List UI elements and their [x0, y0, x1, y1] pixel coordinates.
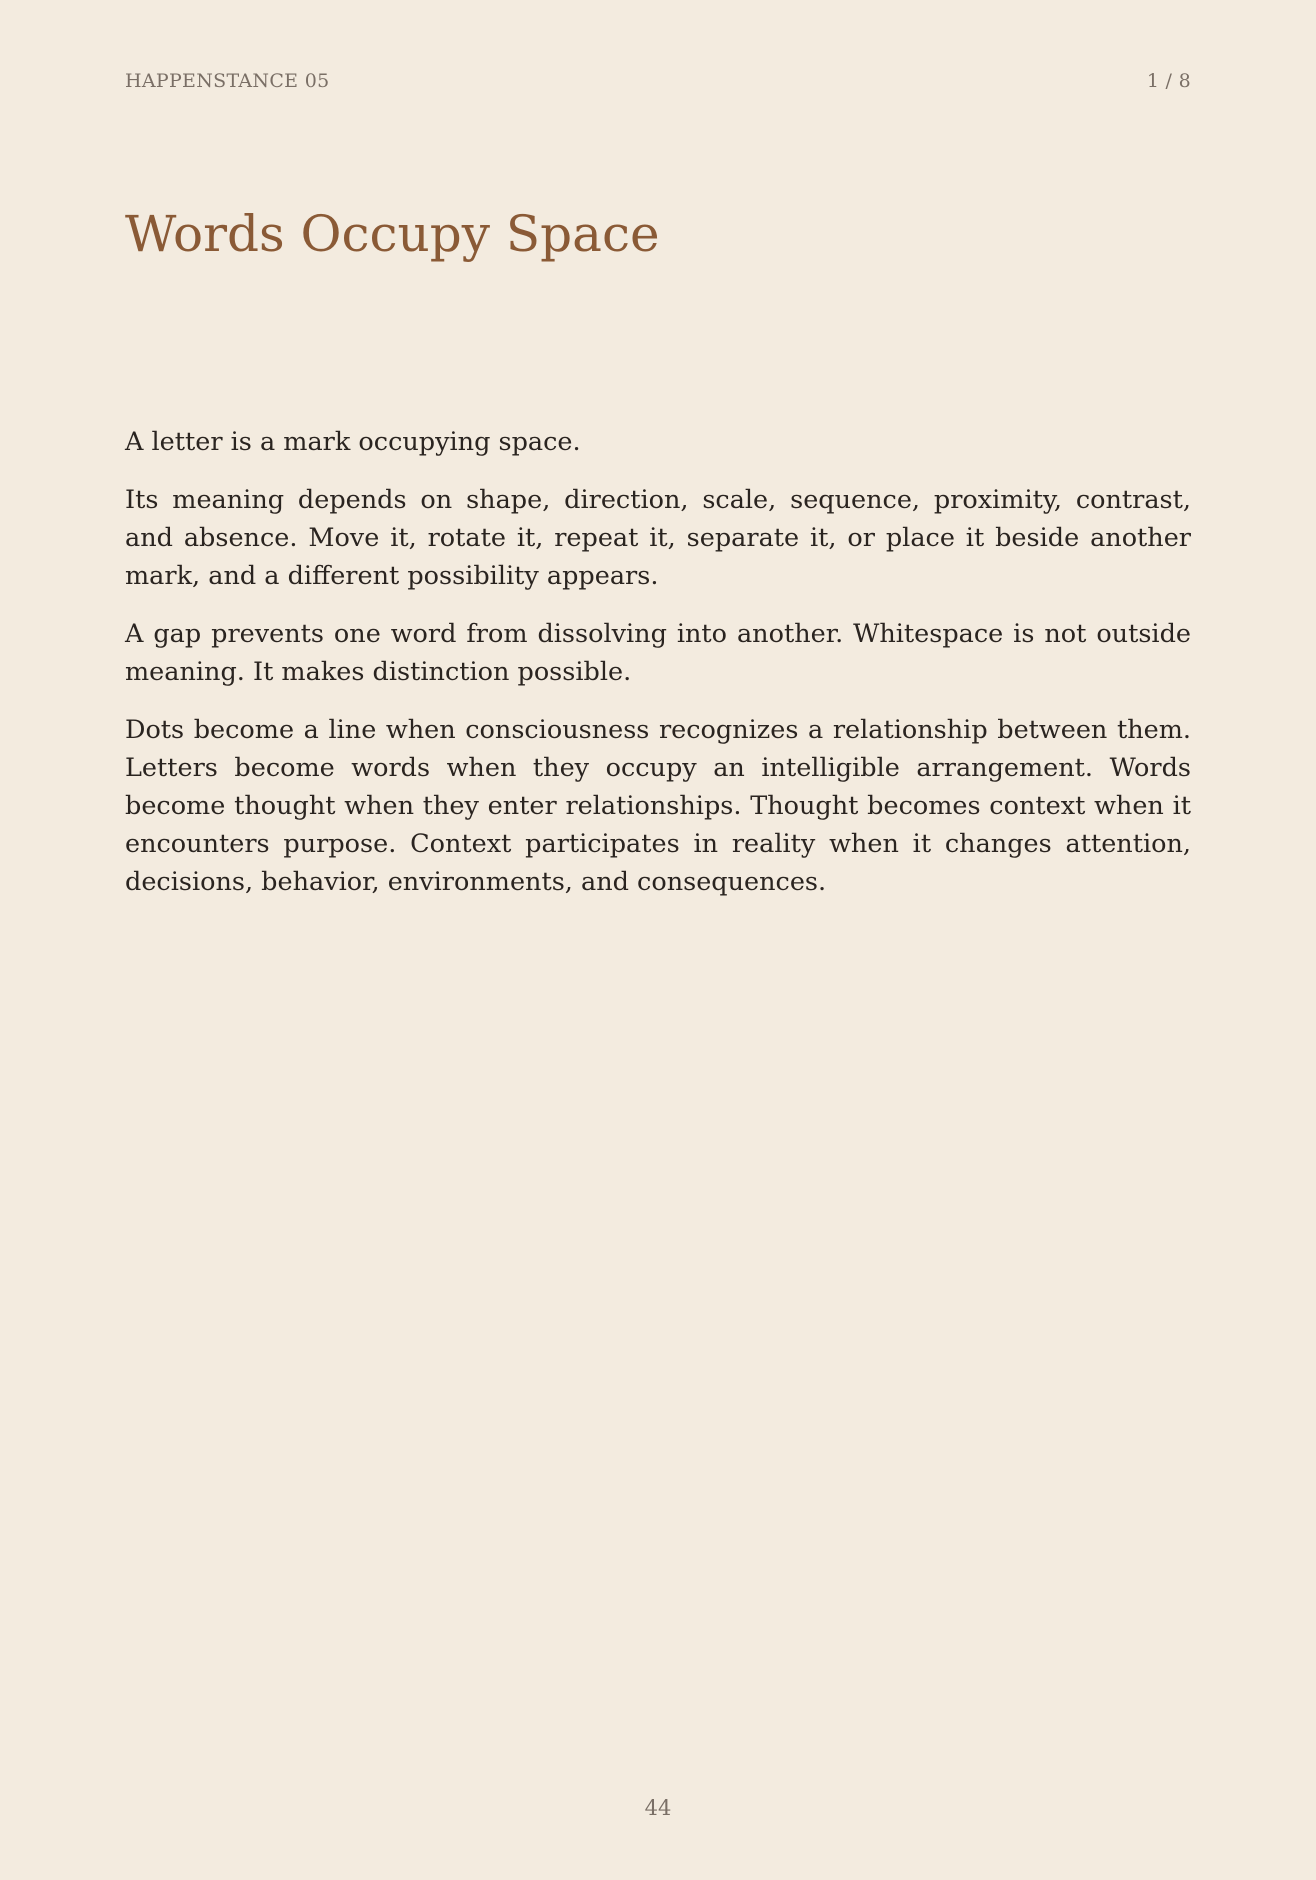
running-header [125, 70, 1191, 92]
body-paragraph-1: A letter is a mark occupying space. [125, 427, 581, 457]
page-number: 44 [644, 1796, 672, 1820]
page-indicator: 1 / 8 [1146, 70, 1191, 92]
publication-name: HAPPENSTANCE 05 [125, 70, 330, 92]
body-paragraph-2: Its meaning depends on shape, direction, scale, sequence, proximity, contrast, and absence. Move it, rotate it, repeat it, separate it, or place it beside another mark, and a different possibility appears. [125, 485, 1191, 591]
body-paragraph-4: Dots become a line when consciousness recognizes a relationship between them. Letters become words when they occupy an intelligible arrangement. Words become thought when they enter relationships. Thought becomes context when it encounters purpose. Context participates in reality when it changes attention, decisions, behavior, environments, and consequences. [125, 715, 1191, 897]
article-body [125, 423, 1191, 921]
article-title: Words Occupy Space [125, 205, 660, 263]
body-paragraph-3: A gap prevents one word from dissolving into another. Whitespace is not outside meaning. It makes distinction possible. [125, 619, 1191, 687]
